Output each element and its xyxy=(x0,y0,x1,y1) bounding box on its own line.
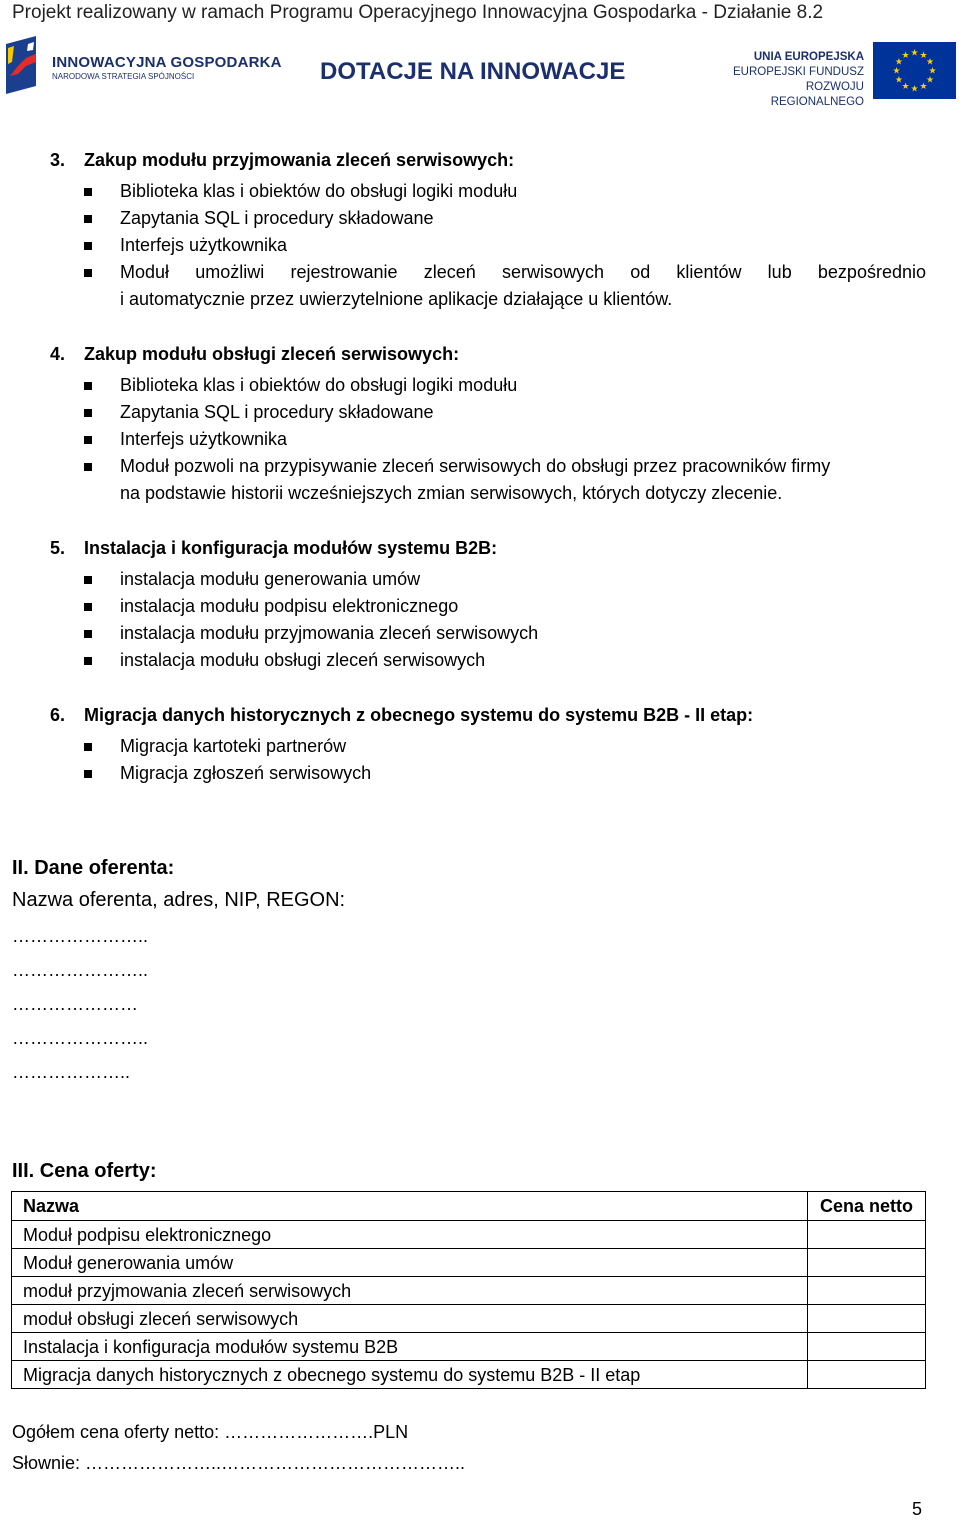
list-item: Migracja kartoteki partnerów xyxy=(120,736,347,756)
offeror-field-line[interactable]: ………………….. xyxy=(12,960,149,980)
eu-line-3: ROZWOJU REGIONALNEGO xyxy=(770,81,864,108)
bullet-icon xyxy=(84,743,92,751)
ig-logo-subtitle: NARODOWA STRATEGIA SPÓJNOŚCI xyxy=(52,72,195,81)
list-item: Migracja zgłoszeń serwisowych xyxy=(120,763,372,783)
price-cell[interactable] xyxy=(808,1305,926,1333)
eu-star-icon: ★ xyxy=(910,83,919,94)
list-item: Interfejs użytkownika xyxy=(120,429,288,449)
list-item: Moduł umożliwi rejestrowanie zleceń serwisowych od klientów lub bezpośrednio xyxy=(120,262,926,282)
header-title: DOTACJE NA INNOWACJE xyxy=(320,58,626,85)
list-item: instalacja modułu generowania umów xyxy=(120,569,421,589)
price-cell[interactable] xyxy=(808,1221,926,1249)
ig-flag-icon xyxy=(6,36,44,94)
section-heading: Zakup modułu przyjmowania zleceń serwisowych: xyxy=(84,150,515,170)
table-row xyxy=(12,1305,926,1333)
list-item: Biblioteka klas i obiektów do obsługi logiki modułu xyxy=(120,181,518,201)
ig-logo-name: INNOWACYJNA GOSPODARKA xyxy=(52,54,282,71)
innowacyjna-gospodarka-logo xyxy=(6,36,282,96)
page-number: 5 xyxy=(912,1499,923,1519)
bullet-icon xyxy=(84,409,92,417)
program-line: Projekt realizowany w ramach Programu Operacyjnego Innowacyjna Gospodarka - Działanie 8.2 xyxy=(12,2,824,23)
section-heading: Migracja danych historycznych z obecnego systemu do systemu B2B - II etap: xyxy=(84,705,754,725)
price-cell[interactable] xyxy=(808,1333,926,1361)
eu-line-1: UNIA EUROPEJSKA xyxy=(753,51,864,63)
offeror-field-line[interactable]: ………………… xyxy=(12,994,138,1014)
section-number: 4. xyxy=(50,344,66,364)
total-price-line[interactable]: Ogółem cena oferty netto: …………………….PLN xyxy=(12,1422,409,1442)
bullet-icon xyxy=(84,463,92,471)
list-item: Interfejs użytkownika xyxy=(120,235,288,255)
table-row xyxy=(12,1249,926,1277)
bullet-icon xyxy=(84,242,92,250)
bullet-icon xyxy=(84,382,92,390)
list-item: Biblioteka klas i obiektów do obsługi logiki modułu xyxy=(120,375,518,395)
eu-star-icon: ★ xyxy=(892,65,901,76)
row-name: Moduł podpisu elektronicznego xyxy=(12,1221,808,1249)
list-item: instalacja modułu przyjmowania zleceń serwisowych xyxy=(120,623,539,643)
bullet-icon xyxy=(84,630,92,638)
row-name: Migracja danych historycznych z obecnego systemu do systemu B2B - II etap xyxy=(12,1361,808,1389)
table-row xyxy=(12,1277,926,1305)
list-item: Zapytania SQL i procedury składowane xyxy=(120,208,434,228)
bullet-icon xyxy=(84,770,92,778)
eu-star-icon: ★ xyxy=(901,49,910,60)
row-name: Moduł generowania umów xyxy=(12,1249,808,1277)
bullet-icon xyxy=(84,269,92,277)
eu-star-icon: ★ xyxy=(919,49,928,60)
price-in-words-line[interactable]: Słownie: …………………..………………………………….. xyxy=(12,1453,466,1473)
list-item-continuation: i automatycznie przez uwierzytelnione aplikacje działające u klientów. xyxy=(120,289,673,309)
list-item: instalacja modułu podpisu elektronicznego xyxy=(120,596,459,616)
list-item-continuation: na podstawie historii wcześniejszych zmian serwisowych, których dotyczy zlecenie. xyxy=(120,483,783,503)
price-heading: III. Cena oferty: xyxy=(12,1160,157,1182)
row-name: moduł obsługi zleceń serwisowych xyxy=(12,1305,808,1333)
offeror-heading: II. Dane oferenta: xyxy=(12,857,175,879)
eu-star-icon: ★ xyxy=(894,74,903,85)
section-heading: Zakup modułu obsługi zleceń serwisowych: xyxy=(84,344,460,364)
eu-star-icon: ★ xyxy=(894,56,903,67)
offeror-field-line[interactable]: ……………….. xyxy=(12,1062,131,1082)
bullet-icon xyxy=(84,188,92,196)
section-heading: Instalacja i konfiguracja modułów systemu B2B: xyxy=(84,538,498,558)
eu-flag-icon xyxy=(873,42,956,99)
row-name: moduł przyjmowania zleceń serwisowych xyxy=(12,1277,808,1305)
table-row xyxy=(12,1361,926,1389)
column-header-name: Nazwa xyxy=(12,1192,808,1221)
list-item: Zapytania SQL i procedury składowane xyxy=(120,402,434,422)
bullet-icon xyxy=(84,603,92,611)
price-cell[interactable] xyxy=(808,1277,926,1305)
bullet-icon xyxy=(84,215,92,223)
offeror-field-line[interactable]: ………………….. xyxy=(12,926,149,946)
price-table xyxy=(11,1191,926,1389)
eu-star-icon: ★ xyxy=(919,81,928,92)
price-cell[interactable] xyxy=(808,1249,926,1277)
section-number: 3. xyxy=(50,150,66,170)
section-number: 6. xyxy=(50,705,66,725)
eu-star-icon: ★ xyxy=(901,81,910,92)
section-number: 5. xyxy=(50,538,66,558)
bullet-icon xyxy=(84,657,92,665)
list-item: Moduł pozwoli na przypisywanie zleceń serwisowych do obsługi przez pracowników firmy xyxy=(120,456,831,476)
column-header-price: Cena netto xyxy=(808,1192,926,1221)
price-cell[interactable] xyxy=(808,1361,926,1389)
bullet-icon xyxy=(84,436,92,444)
bullet-icon xyxy=(84,576,92,584)
eu-star-icon: ★ xyxy=(928,65,937,76)
eu-star-icon: ★ xyxy=(910,47,919,58)
row-name: Instalacja i konfiguracja modułów systemu B2B xyxy=(12,1333,808,1361)
eu-logo-text xyxy=(718,50,864,110)
list-item: instalacja modułu obsługi zleceń serwisowych xyxy=(120,650,486,670)
table-header-row xyxy=(12,1192,926,1221)
offeror-field-line[interactable]: ………………….. xyxy=(12,1028,149,1048)
table-row xyxy=(12,1221,926,1249)
offeror-label: Nazwa oferenta, adres, NIP, REGON: xyxy=(12,889,346,911)
eu-star-icon: ★ xyxy=(926,74,935,85)
table-row xyxy=(12,1333,926,1361)
eu-line-2: EUROPEJSKI FUNDUSZ xyxy=(733,66,864,78)
eu-star-icon: ★ xyxy=(926,56,935,67)
